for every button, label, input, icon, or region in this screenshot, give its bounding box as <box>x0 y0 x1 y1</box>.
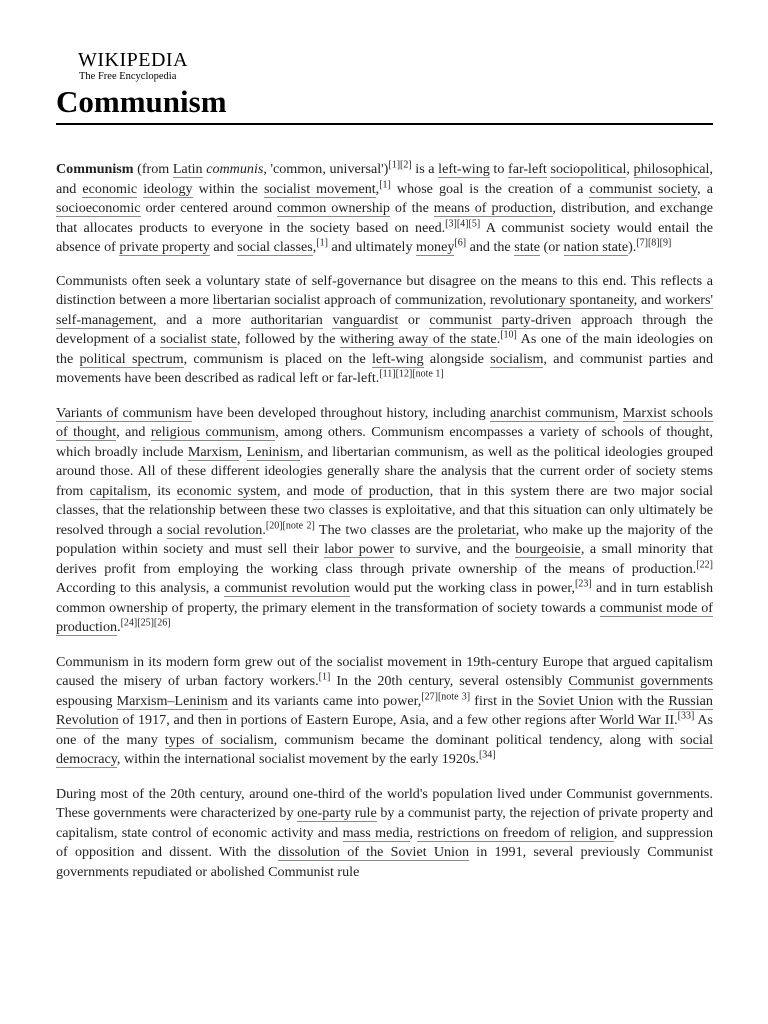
article-link[interactable]: left-wing <box>371 350 424 367</box>
article-link[interactable]: social democracy <box>56 731 714 767</box>
citation-link[interactable]: [1][2] <box>388 159 412 171</box>
citation-link[interactable]: [23] <box>575 578 592 590</box>
logo-wordmark: WIKIPEDIA <box>78 49 189 71</box>
article-link[interactable]: World War II <box>599 712 675 728</box>
citation-link[interactable]: [34] <box>478 749 496 761</box>
article-link[interactable]: communist revolution <box>224 580 350 596</box>
citation-link[interactable]: [3][4][5] <box>445 217 481 229</box>
article-link[interactable]: socialist movement <box>263 180 376 197</box>
article-link[interactable]: philosophical <box>633 161 710 177</box>
article-link[interactable]: withering away of the state <box>340 331 497 347</box>
article-body <box>56 160 713 882</box>
page-title: Communism <box>56 84 227 119</box>
article-link[interactable]: ideology <box>143 180 193 197</box>
citation-link[interactable]: [33] <box>677 710 695 722</box>
article-link[interactable]: Soviet Union <box>537 692 614 709</box>
article-link[interactable]: communist party-driven <box>429 311 572 328</box>
article-link[interactable]: sociopolitical <box>550 161 627 177</box>
paragraph-1: Communism (from Latin communis, 'common, universal')[1][2] is a left-wing to far-left sociopolitical, philosophical, and economic ideology within the socialist movement,[1] whose goal is the creation of a communist society, a socioeconomic order centered around common ownership of the means of production, distribution, and exchange that allocates products to everyone in the society based on need.[3][4][5] A communist society would entail the absence of private property and social classes,[1] and ultimately money[6] and the state (or nation state).[7][8][9] <box>56 159 713 255</box>
italic-term: communis <box>206 161 264 177</box>
citation-link[interactable]: [22] <box>696 558 713 570</box>
citation-link[interactable]: [10] <box>500 329 517 341</box>
article-link[interactable]: Latin <box>172 161 203 177</box>
bold-term: Communism <box>56 161 134 177</box>
article-link[interactable]: anarchist communism <box>490 404 615 421</box>
article-link[interactable]: dissolution of the Soviet Union <box>278 844 470 860</box>
paragraph-3: Variants of communism have been developed throughout history, including anarchist communism, Marxist schools of thought, and religious communism, among others. Communism encompasses a variety of schools of thought, which broadly include Marxism, Leninism, and libertarian communism, as well as the political ideologies grouped around those. All of these different ideologies generally share the analysis that the current order of society stems from capitalism, its economic system, and mode of production, that in this system there are two major social classes, that the relationship between these two classes is exploitative, and that this situation can only ultimately be resolved through a social revolution.[20][note 2] The two classes are the proletariat, who make up the majority of the population within society and must sell their labor power to survive, and the bourgeoisie, a small minority that derives profit from employing the working class through private ownership of the means of production.[22] According to this analysis, a communist revolution would put the working class in power,[23] and in turn establish common ownership of property, the primary element in the transformation of society towards a communist mode of production.[24][25][26] <box>56 404 714 635</box>
article-link[interactable]: Russian Revolution <box>56 692 713 728</box>
citation-link[interactable]: [1] <box>379 178 391 190</box>
article-link[interactable]: nation state <box>563 239 629 255</box>
article-link[interactable]: one-party rule <box>297 805 377 821</box>
article-link[interactable]: Communist governments <box>568 673 713 689</box>
citation-link[interactable]: [1] <box>318 671 331 683</box>
paragraph-4: Communism in its modern form grew out of the socialist movement in 19th-century Europe that argued capitalism caused the misery of urban factory workers.[1] In the 20th century, several ostensibly Communist governments espousing Marxism–Leninism and its variants came into power,[27][note 3] first in the Soviet Union with the Russian Revolution of 1917, and then in portions of Eastern Europe, Asia, and a few other regions after World War II.[33] As one of the many types of socialism, communism became the dominant political tendency, along with social democracy, within the international socialist movement by the early 1920s.[34] <box>56 653 714 767</box>
article-link[interactable]: capitalism <box>89 482 148 499</box>
title-divider <box>56 123 713 125</box>
article-link[interactable]: common ownership <box>276 200 390 216</box>
citation-link[interactable]: [6] <box>454 237 467 249</box>
article-link[interactable]: libertarian socialist <box>212 292 321 308</box>
citation-link[interactable]: [27][note 3] <box>421 690 471 702</box>
citation-link[interactable]: [20][note 2] <box>265 519 315 531</box>
article-link[interactable]: Marxism <box>187 443 239 460</box>
citation-link[interactable]: [1] <box>316 237 328 249</box>
article-link[interactable]: economic <box>82 180 138 197</box>
article-link[interactable]: means of production <box>433 200 553 216</box>
article-link[interactable]: bourgeoisie <box>515 541 581 557</box>
citation-link[interactable]: [24][25][26] <box>120 617 171 629</box>
article-link[interactable]: revolutionary spontaneity <box>490 292 634 308</box>
article-link[interactable]: workers' self-management <box>56 292 714 328</box>
article-link[interactable]: mass media <box>342 824 410 841</box>
article-link[interactable]: private property <box>119 239 210 255</box>
article-link[interactable]: social revolution <box>167 521 263 538</box>
article-link[interactable]: communist mode of production <box>56 599 713 635</box>
article-link[interactable]: socialism <box>490 350 544 367</box>
article-link[interactable]: economic system <box>176 482 277 499</box>
citation-link[interactable]: [7][8][9] <box>636 237 672 249</box>
article-link[interactable]: social classes <box>237 239 313 255</box>
article-link[interactable]: restrictions on freedom of religion <box>417 824 614 841</box>
article-link[interactable]: types of socialism <box>164 731 274 748</box>
article-link[interactable]: far-left <box>508 161 547 177</box>
article-link[interactable]: state <box>514 239 541 255</box>
article-link[interactable]: communization <box>395 292 483 308</box>
article-link[interactable]: Leninism <box>246 443 300 460</box>
article-link[interactable]: Marxism–Leninism <box>116 692 228 709</box>
article-link[interactable]: left-wing <box>438 161 490 177</box>
citation-link[interactable]: [11][12][note 1] <box>379 368 444 380</box>
logo-tagline: The Free Encyclopedia <box>79 71 177 82</box>
article-link[interactable]: money <box>416 239 455 255</box>
article-link[interactable]: socialist state <box>160 331 237 347</box>
article-link[interactable]: vanguardist <box>332 311 399 328</box>
article-link[interactable]: mode of production <box>313 482 430 499</box>
article-link[interactable]: authoritarian <box>250 311 323 328</box>
article-link[interactable]: communist society <box>589 180 698 197</box>
article-link[interactable]: political spectrum <box>79 350 184 367</box>
article-link[interactable]: labor power <box>324 541 394 557</box>
article-link[interactable]: Variants of communism <box>56 404 193 421</box>
paragraph-2: Communists often seek a voluntary state of self-governance but disagree on the means to this end. This reflects a distinction between a more libertarian socialist approach of communization, revolutionary spontaneity, and workers' self-management, and a more authoritarian vanguardist or communist party-driven approach through the development of a socialist state, followed by the withering away of the state.[10] As one of the main ideologies on the political spectrum, communism is placed on the left-wing alongside socialism, and communist parties and movements have been described as radical left or far-left.[11][12][note 1] <box>56 272 714 386</box>
article-link[interactable]: proletariat <box>457 521 516 538</box>
paragraph-5: During most of the 20th century, around one-third of the world's population lived under Communist governments. These governments were characterized by one-party rule by a communist party, the rejection of private property and capitalism, state control of economic activity and mass media, restrictions on freedom of religion, and suppression of opposition and dissent. With the dissolution of the Soviet Union in 1991, several previously Communist governments repudiated or abolished Communist rule <box>56 785 714 880</box>
article-link[interactable]: Marxist schools of thought <box>56 404 714 440</box>
article-link[interactable]: socioeconomic <box>56 200 141 216</box>
article-link[interactable]: religious communism <box>150 424 276 440</box>
wikipedia-logo[interactable] <box>78 49 238 83</box>
